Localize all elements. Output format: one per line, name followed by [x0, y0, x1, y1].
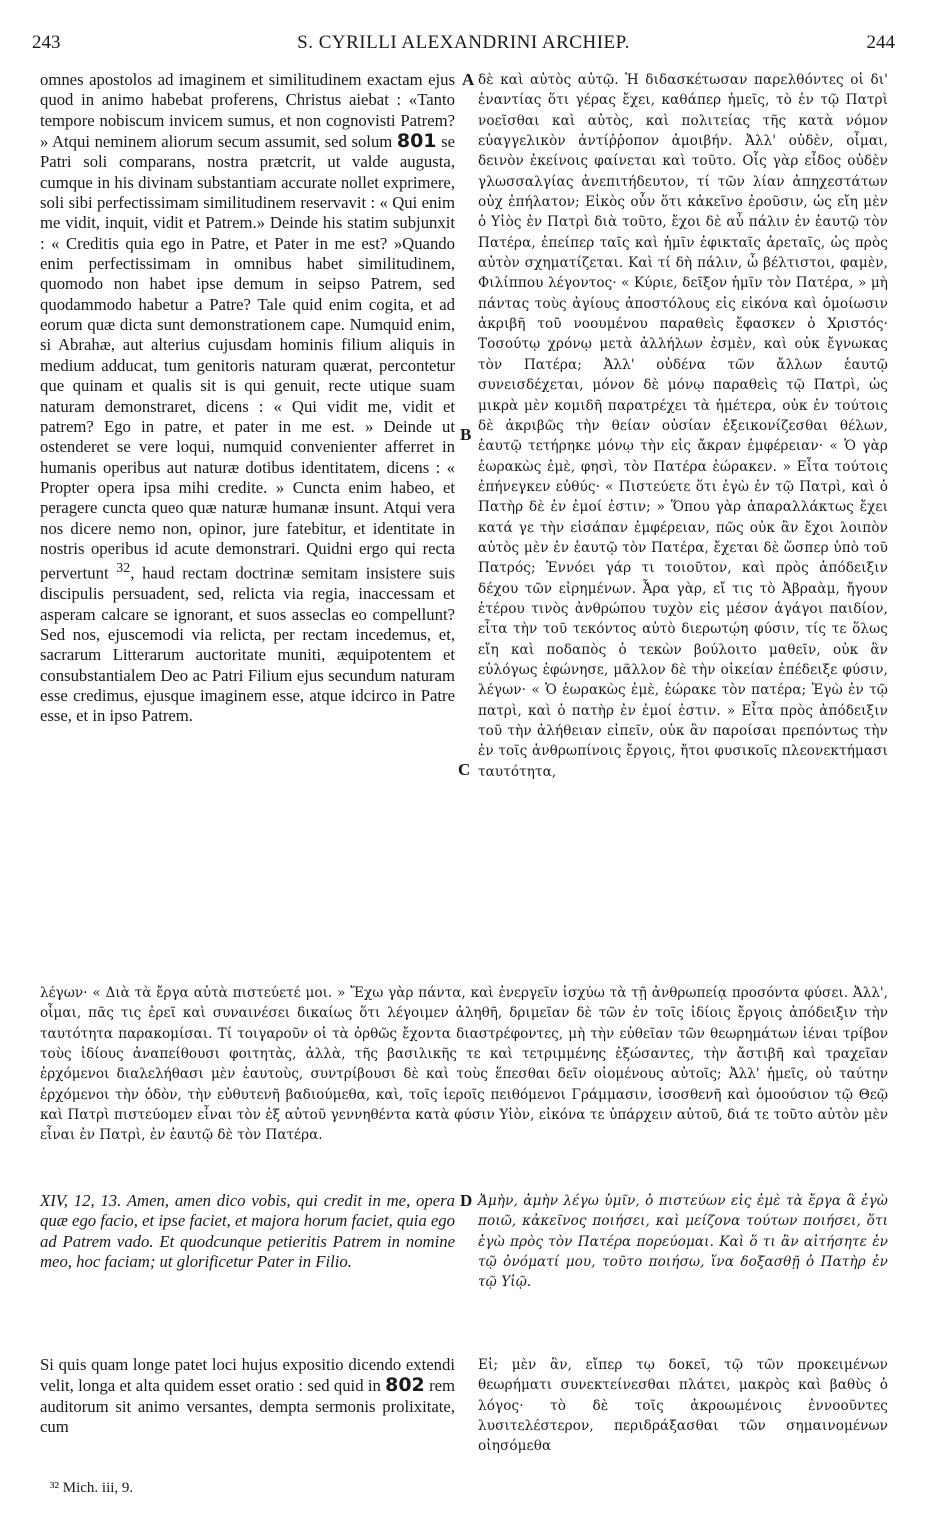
latin-column-top — [40, 70, 455, 982]
greek-verse-text: Ἀμὴν, ἀμὴν λέγω ὑμῖν, ὁ πιστεύων εἰς ἐμὲ τὰ ἔργα ἃ ἐγὼ ποιῶ, κἀκεῖνος ποιήσει, καὶ μείζονα τούτων ποιήσει, ὅτι ἐγὼ πρὸς τὸν Πατέρα πορεύομαι. Καὶ ὅ τι ἂν αἰτήσητε ἐν τῷ ὀνόματί μου, τοῦτο ποιήσω, ἵνα δοξασθῇ ὁ Πατὴρ ἐν τῷ Υἱῷ. — [478, 1193, 888, 1291]
section-marker-b: B — [460, 425, 472, 444]
footnote-reference: 32 — [116, 561, 131, 577]
latin-bottom-part1: Si quis quam longe patet loci hujus expositio dicendo extendi velit, longa et alta quidem esset oratio : sed quid in — [40, 1355, 455, 1396]
section-marker-a: A — [462, 70, 475, 89]
left-page-number: 243 — [32, 32, 61, 53]
latin-paragraph — [40, 70, 455, 727]
greek-paragraph: δὲ καὶ αὐτὸς αὐτῷ. Ἡ διδασκέτωσαν παρελθόντες οἱ δι' ἐναντίας ὅτι γέρας ἔχει, καθάπερ ἡμεῖς, τὸ ἐν τῷ Πατρὶ νοεῖσθαι καὶ αὐτὸς, καὶ πολιτείας τῆς κατὰ νόμον εὐαγγελικὸν ἀντίῤῥοπον ἀμοιβήν. Ἀλλ' οὐδὲν, οἶμαι, δεινὸν ἐκείνοις φαίνεται καὶ τοῦτο. Οἷς γὰρ εἶδος οὐδὲν γλωσσαλγίας ἀνεπιτήδευτον, τί τῶν λίαν ἀπηχεστάτων οὐχ ἐπήλατον; Εἰκὸς οὖν ὅτι κἀκεῖνο ἐροῦσιν, ὡς εἴη μὲν ὁ Υἱὸς ἐν Πατρὶ διὰ τοῦτο, ἔχοι δὲ αὖ πάλιν ἐν ἑαυτῷ τὸν Πατέρα, ἐπείπερ ταῖς καὶ ἡμῖν ἐφικταῖς ἀρεταῖς, ὡς πρὸς αὐτὸν σχηματίζεται. Καὶ τί δὴ πάλιν, ὦ βέλτιστοι, φαμὲν, Φιλίππου λέγοντος· « Κύριε, δεῖξον ἡμῖν τὸν Πατέρα, » μὴ πάντας τοὺς ἁγίους ἀποστόλους εἰς εἰκόνα καὶ ὁμοίωσιν ἀκριβῆ τοῦ νοουμένου παραθεὶς ἔφασκεν ὁ Χριστός· Τοσούτῳ χρόνῳ μετὰ ἀλλήλων ἐσμὲν, καὶ οὐκ ἔγνωκας τὸν Πατέρα; Ἀλλ' οὐδένα τῶν ἄλλων ἑαυτῷ συνεισδέχεται, μόνον δὲ μόνῳ παραθεὶς τῷ Πατρὶ, ὡς μικρὰ μὲν κομιδῆ παρατρέχει τὰ ἡμέτερα, οὐκ ἐν τούτοις δὲ ἀκριβῶς τὴν θείαν οὐσίαν ἐξεικονίζεσθαι θέλων, ἑαυτῷ τετήρηκε μόνῳ τὴν εἰς ἄκραν ἐμφέρειαν· « Ὁ γὰρ ἑωρακὼς ἐμὲ, φησὶ, τὸν Πατέρα ἑώρακεν. » Εἶτα τούτοις ἐπήνεγκεν εὐθύς· « Πιστεύετε ὅτι ἐγὼ ἐν τῷ Πατρὶ, καὶ ὁ Πατὴρ δὲ ἐν ἐμοί ἐστιν; » Ὅπου γὰρ ἀπαραλλάκτως ἔχει κατά γε τὴν εἰσάπαν ἐμφέρειαν, πῶς οὐκ ἂν ἔχοι λοιπὸν αὐτὸς μὲν ἐν ἑαυτῷ τὸν Πατέρα, ἔχεται δὲ ὥσπερ ὑπὸ τοῦ Πατρός; Ἐννόει γάρ τι τοιοῦτον, καὶ πρὸς ἀπόδειξιν δέχου τῶν εἰρημένων. Ἆρα γὰρ, εἴ τις τὸ Ἀβραὰμ, ἤγουν ἑτέρου τινὸς ἀνθρώπου τυχὸν εἰς μέσον ἀγάγοι παιδίον, εἶτα τὴν τοῦ τεκόντος αὐτὸ διερωτῴη φύσιν, τίς τε ὅλως εἴη καὶ ποδαπὸς ὁ τεκὼν βούλοιτο μαθεῖν, οὐκ ἂν εὐλόγως ἐφώνησε, μᾶλλον δὲ τὴν οἰκείαν ἐπέδειξε φύσιν, λέγων· « Ὁ ἑωρακὼς ἐμὲ, ἑώρακε τὸν πατέρα; Ἐγὼ ἐν τῷ πατρὶ, καὶ ὁ πατὴρ ἐν ἐμοί ἐστιν. » Εἶτα πρὸς ἀπόδειξιν τοῦ τὴν ἀλήθειαν εἰπεῖν, οὐκ ἂν παροίσαι πρεπόντως τὴν ἐν τοῖς ἀνθρωπίνοις ἔργοις, ἤτοι φυσικοῖς πλεονεκτήμασι ταυτότητα, — [478, 72, 888, 780]
latin-verse-column — [40, 1191, 455, 1341]
latin-verse-text: XIV, 12, 13. Amen, amen dico vobis, qui credit in me, opera quæ ego facio, et ipse faciet, et majora horum faciet, quia ego ad Patrem vado. Et quodcunque petieritis Patrem in nomine meo, hoc faciam; ut glorificetur Pater in Filio. — [40, 1191, 455, 1272]
column-number-801: 801 — [396, 130, 437, 153]
footnote: ³² Mich. iii, 9. — [50, 1480, 134, 1496]
greek-bottom-paragraph: Εἰ; μὲν ἂν, εἴπερ τῳ δοκεῖ, τῷ τῶν προκειμένων θεωρήματι συνεκτείνεσθαι πλάτει, μακρὸς καὶ βαθὺς ὁ λόγος· τὸ δὲ τοῖς ἀκροωμένοις ἐννοοῦντες λυσιτελέστερον, περιδράξασθαι τῶν σημαινομένων οἰησόμεθα — [478, 1357, 888, 1455]
latin-bottom-part2: rem auditorum sit animo versantes, dempta sermonis prolixitate, cum — [40, 1376, 456, 1437]
right-page-number: 244 — [866, 32, 895, 53]
latin-bottom-paragraph — [40, 1355, 455, 1437]
latin-text-part2: se Patri soli comparans, nostra prætcrit, ut valde augusta, cumque in his divinam substantiam accurate nollet exprimere, soli sibi perfectissimam similitudinem reservavit : « Qui enim me vidit, inquit, vidit et Patrem.» Deinde his statim subjunxit : « Creditis quia ego in Patre, et Pater in me est? »Quando enim perfectissimam in omnibus habet similitudinem, quomodo non habet ipse demum in seipso Patrem, sed quodammodo habetur a Patre? Tale quid enim cogita, et ad eorum quæ dicta sunt demonstrationem cape. Numquid enim, si Abrahæ, aut alterius cujusdam hominis filium aliquis in medium adducat, tum genitoris naturam quærat, percontetur que quinam et qualis sit is qui genuit, recte utique suam naturam demonstraret, dicens : « Qui vidit me, vidit et patrem? Ego in patre, et pater in me est. » Deinde ut ostenderet se vere loqui, numquid convenienter afferret in humanis operibus aut naturæ dotibus identitatem, dicens : « Propter opera ipsa mihi credite. » Cuncta enim habeo, et peragere cuncta queo quæ naturæ humanæ insunt. Atqui vera nos dicere nemo non, opinor, jure fatebitur, et identitate in nostris operibus id acute demonstrari. Quidni ergo qui recta pervertunt — [40, 132, 456, 583]
latin-text-part1: omnes apostolos ad imaginem et similitudinem exactam ejus quod in animo habebat proferens, Christus aiebat : «Tanto tempore nobiscum invicem sumus, et non cognovisti Patrem? » Atqui neminem aliorum secum assumit, sed solum — [40, 70, 455, 152]
column-number-802: 802 — [385, 1374, 425, 1397]
greek-wide-paragraph — [40, 983, 888, 1191]
running-title: S. CYRILLI ALEXANDRINI ARCHIEP. — [297, 32, 630, 53]
greek-verse-column — [478, 1191, 888, 1341]
greek-column-bottom — [478, 1355, 888, 1460]
section-marker-d: D — [460, 1191, 473, 1210]
greek-wide-text: λέγων· « Διὰ τὰ ἔργα αὐτὰ πιστεύετέ μοι. » Ἔχω γὰρ πάντα, καὶ ἐνεργεῖν ἰσχύω τὰ τῇ ἀνθρωπείᾳ προσόντα φύσει. Ἀλλ', οἶμαι, πᾶς τις ἐρεῖ καὶ συναινέσει δικαίως ὅτι λέγοιμεν ἀληθῆ, δριμεῖαν δὲ τῶν ἐν τοῖς ἰδίοις ἔργοις ἀπόδειξιν τὴν ταυτότητα παρακομίσαι. Τί τοιγαροῦν οἱ τὰ ὀρθῶς ἔχοντα διαστρέφοντες, μὴ τὴν εὐθεῖαν τῶν θεωρημάτων ἰέναι τρίβον τοὺς ἰδίους ἀναπείθουσι φοιτητὰς, ἀλλὰ, τῆς βασιλικῆς τε καὶ τετριμμένης ἐξώσαντες, τὴν ἄστιβῆ καὶ τραχεῖαν ἐρχόμενοι διαλελήθασι μὲν ἑαυτοὺς, συντρίβουσι δὲ καὶ τοὺς ἕπεσθαι δεῖν οἰομένους αὐτοῖς; Ἀλλ' ἡμεῖς, οὐ ταύτην ἐρχόμενοι τὴν ὁδὸν, τὴν εὐθυτενῆ βαδιούμεθα, καὶ, τοῖς ἱεροῖς πειθόμενοι Γράμμασιν, ἰσοσθενῆ καὶ ὁμοούσιον τῷ Θεῷ καὶ Πατρὶ πιστεύομεν εἶναι τὸν ἐξ αὐτοῦ γεννηθέντα κατὰ φύσιν Υἱὸν, εἰκόνα τε ὑπάρχειν αὐτοῦ, διά τε τοῦτο αὐτὸν μὲν εἶναι ἐν Πατρὶ, ἐν ἑαυτῷ δὲ τὸν Πατέρα. — [40, 985, 888, 1144]
latin-text-part3: , haud rectam doctrinæ semitam insistere suis discipulis persuadent, sed, relicta via regia, inaccessam et asperam calcare se ignorant, et suos asseclas eo compellunt? Sed nos, ejuscemodi via relicta, per rectam incedemus, et, sacrarum Litterarum auctoritate muniti, æquipotentem et consubstantialem Deo ac Patri Filium ejus secundum naturam esse credimus, ejusque imaginem esse, atque idcirco in Patre esse, et in ipso Patrem. — [40, 563, 455, 726]
greek-column-top — [478, 70, 888, 982]
latin-column-bottom — [40, 1355, 455, 1460]
section-marker-c: C — [458, 760, 471, 779]
running-header — [0, 32, 927, 56]
